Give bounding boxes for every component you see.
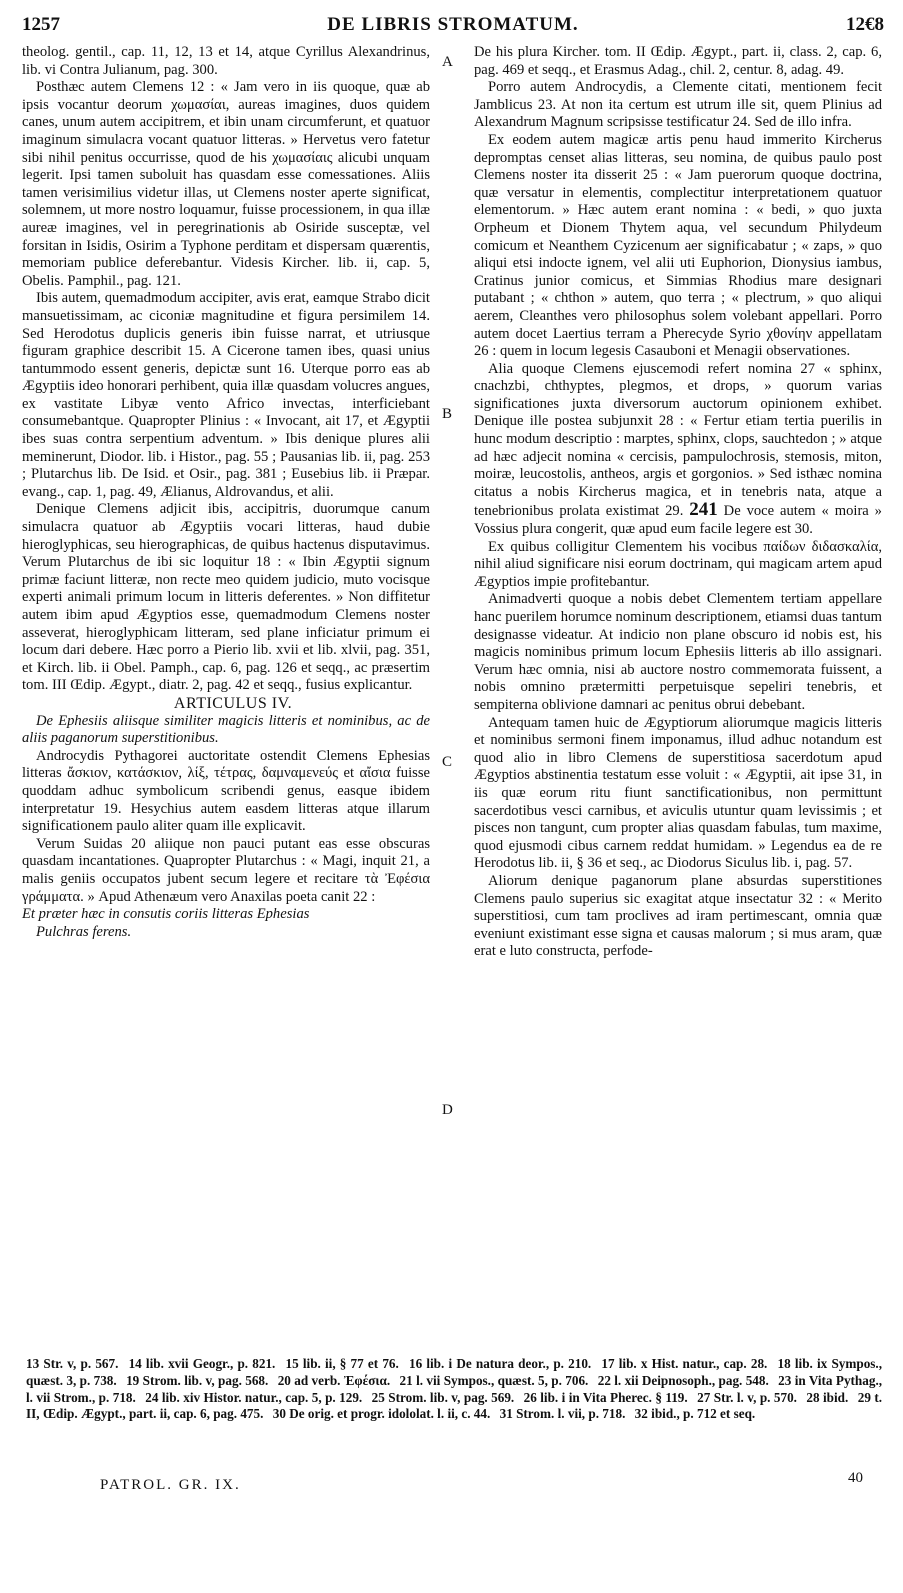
paragraph: Denique Clemens adjicit ibis, accipitris, duorumque canum simulacra quatuor ab Ægyptiis vocari litteras, haud dubie hieroglyphicas, seu hierographicas, de quibus hactenus disputavimus. Verum Plutarchus de ibi sic loquitur 18 : « Ibin Ægyptii signum primæ faciunt litteræ, non recte meo quidem judicio, muto vocisque experti animali primum locum in litteris deferentes. » Non diffitetur autem ibim apud Ægyptios esse, quemadmodum Clemens noster asseverat, hieroglyphicam litteram, sed plane inficiatur primum ei locum dari debere. Hæc porro a Pierio lib. xvii et lib. xlvii, pag. 351, et Kirch. lib. ii Obel. Pamph., cap. 6, pag. 126 et seqq., ac præsertim tom. III Œdip. Ægypt., diatr. 2, pag. 42 et seqq., fusius explicantur. [22,501,430,694]
sheet-number: 40 [848,1470,863,1486]
paragraph: Animadverti quoque a nobis debet Clementem tertiam appellare hanc puerilem horumce nominum descriptionem, etiamsi duas tantum designasse videatur. At indicio non plane obscuro id nobis est, his magicis nominibus primum locum Ephesiis litteris ab illo assignari. Verum hæc omnia, nisi ab auctore nostro commemorata fuissent, a nobis omnino prætermitti perpetuisque sepeliri tenebris, et sempiterna oblivione damnari ac penitus obrui debebant. [474,591,882,713]
verse-line: Pulchras ferens. [36,923,132,940]
page-number-left: 1257 [22,14,60,35]
running-header [22,14,884,38]
margin-letter-a: A [442,54,453,70]
paragraph-text: De voce autem « moira » Vossius plura congerit, quæ apud eum facile legere est 30. [474,503,882,538]
paragraph: Ex eodem autem magicæ artis penu haud immerito Kircherus depromptas censet alias litteras, seu nomina, de quibus paulo post Clemens noster ita disserit 25 : « Jam puerorum quoque doctrina, quæ versatur in elementis, complectitur interpretationem quatuor elementorum. » Hæc autem erant nomina : « bedi, » quo juxta Orpheum et Dionem Thytem aqua, vel secundum Philydeum comicum et Neanthem Cyzicenum aer significabatur ; « zaps, » quo aliqui etsi indocte ignem, vel alii uti Euphorion, Dionysius iambus, Cratinus junior comicus, et Simmias Rhodius mare designari putabant ; « chthon » autem, quo terra ; « plectrum, » quo aliqui aerem, Cleanthes vero philosophus solem volebant appellari. Porro autem docet Laertius terram a Pherecyde Syrio χθονίην appellatam 26 : quem in locum legesis Casauboni et Menagii observationes. [474,131,882,360]
paragraph: Ex quibus colligitur Clementem his vocibus παίδων διδασκαλία, nihil aliud significare nisi eorum doctrinam, qui magicam artem apud Ægyptios impie profitebantur. [474,538,882,590]
footnote: 25 Strom. lib. v, pag. 569. [371,1389,515,1405]
paragraph: Ibis autem, quemadmodum accipiter, avis erat, eamque Strabo dicit mansuetissimam, ac ciconiæ magnitudine et figura persimilem 14. Sed Herodotus duplicis generis ibin fuisse narrat, et utriusque figuram graphice describit 15. A Cicerone tamen ibes, quasi unius tantummodo essent generis, depictæ sunt 16. Uterque porro eas ab Ægyptiis ideo honorari perhibent, quia illæ quasdam volucres angues, ex vastitate Libyæ vento Africo invectas, interficiebant consumebantque. Quapropter Plinius : « Invocant, ait 17, et Ægyptii ibes suas contra serpentium adventum. » Ibis denique plures alii meminerunt, Diodor. lib. i Histor., pag. 55 ; Pausanias lib. ii, pag. 253 ; Plutarchus lib. De Isid. et Osir., pag. 381 ; Eusebius lib. ii Præpar. evang., cap. 1, pag. 49, Ælianus, Aldrovandus, et alii. [22,290,430,500]
paragraph: Antequam tamen huic de Ægyptiorum aliorumque magicis litteris et nominibus sermoni finem imponamus, illud adhuc notandum est quod alio in libro Clemens de superstitiosa sacerdotum apud Ægyptios abstinentia testatum esse voluit : « Ægyptii, ait ipse 31, in iis quæ eorum ritu fiunt sanctificationibus, non permittunt sacerdotibus vesci carnibus, et aviculis utuntur quam levissimis ; et pisces non tangunt, cum propter alias quasdam fabulas, tum maxime, quod ejusmodi cibus carnem reddat humidam. » Legendus ea de re Herodotus lib. ii, § 36 et seq., ac Diodorus Siculus lib. i, pag. 57. [474,714,882,872]
footnote: 19 Strom. lib. v, pag. 568. [126,1372,269,1388]
footnote: 22 l. xii Deipnosoph., pag. 548. [597,1372,769,1388]
footnote: 26 lib. i in Vita Pherec. § 119. [523,1389,688,1405]
footnote: 14 lib. xvii Geogr., p. 821. [128,1356,276,1371]
left-column [22,44,430,941]
paragraph: Androcydis Pythagorei auctoritate ostendit Clemens Ephesias litteras ἄσκιον, κατάσκιον, λίξ, τέτρας, δαμναμενεύς et αἴσια fuisse quoddam adhuc symbolicum scribendi genus, easque ibidem interpretatur 19. Hesychius autem easdem litteras atque illarum significationem paulo aliter quam ille explicavit. [22,747,430,835]
footnote: 20 ad verb. Ἐφέσια. [277,1372,391,1388]
footnote: 15 lib. ii, § 77 et 76. [285,1356,399,1371]
footnote: 23 in Vita Pythag., l. vii Strom., p. 718. [26,1372,883,1405]
footnote: 17 lib. x Hist. natur., cap. 28. [601,1356,768,1371]
paragraph [474,361,882,539]
footnote: 27 Str. l. v, p. 570. [697,1389,797,1405]
paragraph-text: Alia quoque Clemens ejuscemodi refert nomina 27 « sphinx, cnachzbi, chthyptes, plegmos, et drops, » quorum varias significationes juxta diversorum auctorum opinionem exhibet. Denique ille postea subjunxit 28 : « Fertur etiam tertia puerilis in hunc modum descriptio : marptes, sphinx, clops, sauchtedon ; » atque ad hæc adjecit nomina « cercisis, pampulochrosis, stemosis, miton, moiræ, leucostolis, antheos, argis et gorgonios. » Sed isthæc nomina citatus a nobis Kircherus magica, et in tenebris nata, atque a tenebrionibus prolata existimat 29. [474,360,882,520]
margin-letter-c: C [442,754,453,770]
footnotes [26,1356,882,1423]
paragraph: Posthæc autem Clemens 12 : « Jam vero in iis quoque, quæ ab ipsis vocantur deorum χωμασίαι, aureas imagines, duos quidem canes, unum autem accipitrem, et ibin unam circumferunt, et quatuor imaginum simulacra vocant quatuor litteras. » Hervetus vero fatetur sibi nihil penitus occurrisse, quod de his χωμασίαις alicubi unquam legerit. Ipsi tamen suboluit has quasdam esse comessationes. Aliis tamen verisimilius videtur illas, ut Clemens noster aperte significat, solemnem, ut more nostro loquamur, fuisse processionem, in qua illæ aureæ imagines, vel in peregrinationis ab Osiride susceptæ, vel forsitan in Isidis, Osirim a Typhone perditam et dispersam quærentis, memoriam publice deferebantur. Videsis Kircher. lib. ii, cap. 5, Obelis. Pamphil., pag. 121. [22,79,430,289]
article-title: ARTICULUS IV. [173,694,293,712]
footnote: 18 lib. ix Sympos., quæst. 3, p. 738. [26,1356,883,1388]
footnote: 24 lib. xiv Histor. natur., cap. 5, p. 129. [145,1389,363,1405]
paragraph: Aliorum denique paganorum plane absurdas superstitiones Clemens paulo superius sic exagitat atque insectatur 32 : « Merito superstitiosi, cum tam proclives ad iram pertimescant, omnia quæ eveniunt existimant esse signa et causas malorum ; si mus aram, quæ erat e luto constructa, perfode- [474,872,882,960]
page [22,0,884,1593]
footnote: 21 l. vii Sympos., quæst. 5, p. 706. [399,1372,589,1388]
footnote: 16 lib. i De natura deor., p. 210. [409,1356,592,1371]
column-number: 241 [689,499,718,521]
footnote: 13 Str. v, p. 567. [26,1356,119,1371]
paragraph: theolog. gentil., cap. 11, 12, 13 et 14, atque Cyrillus Alexandrinus, lib. vi Contra Julianum, pag. 300. [22,44,430,78]
margin-letter-b: B [442,406,453,422]
footnote: 32 ibid., p. 712 et seq. [634,1406,756,1422]
running-title: DE LIBRIS STROMATUM. [327,14,579,35]
footnote: 31 Strom. l. vii, p. 718. [499,1406,626,1422]
footnote: 29 t. II, Œdip. Ægypt., part. ii, cap. 6, pag. 475. [26,1389,883,1422]
right-column [474,44,882,961]
paragraph: De his plura Kircher. tom. II Œdip. Ægypt., part. ii, class. 2, cap. 6, pag. 469 et seqq., et Erasmus Adag., chil. 2, centur. 8, adag. 49. [474,44,882,78]
signature-mark: PATROL. GR. IX. [100,1477,241,1493]
page-number-right: 12€8 [846,14,884,35]
paragraph: Porro autem Androcydis, a Clemente citati, mentionem fecit Jamblicus 23. At non ita certum est utrum ille sit, quem Plinius ad Alexandrum Magnum scripsisse testificatur 24. Sed de illo infra. [474,79,882,131]
article-subtitle: De Ephesiis aliisque similiter magicis litteris et nominibus, ac de aliis paganorum superstitionibus. [22,712,430,747]
paragraph: Verum Suidas 20 aliique non pauci putant eas esse obscuras quasdam incantationes. Quapropter Plutarchus : « Magi, inquit 21, a malis geniis occupatos jubent secum legere et recitare τὰ Ἐφέσια γράμματα. » Apud Athenæum vero Anaxilas poeta canit 22 : [22,835,430,905]
margin-letter-d: D [442,1102,453,1118]
verse-line: Et præter hæc in consutis coriis litteras Ephesias [22,906,310,923]
footnote: 30 De orig. et progr. idololat. l. ii, c. 44. [272,1406,491,1422]
footnote: 28 ibid. [806,1389,849,1405]
